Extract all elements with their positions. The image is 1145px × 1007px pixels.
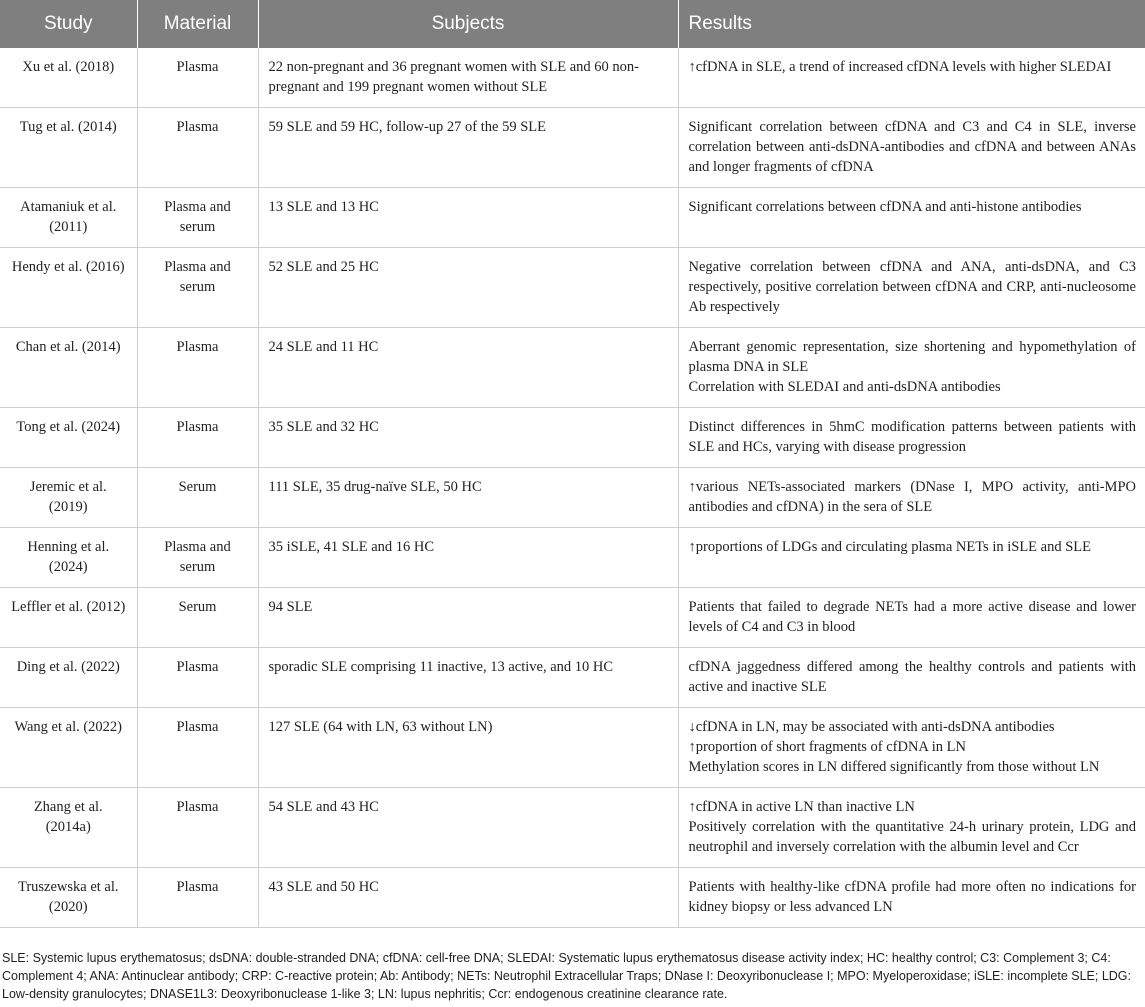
cell-subjects: 127 SLE (64 with LN, 63 without LN) bbox=[258, 708, 678, 788]
cell-results bbox=[678, 588, 1145, 648]
cell-subjects: 22 non-pregnant and 36 pregnant women with SLE and 60 non-pregnant and 199 pregnant women without SLE bbox=[258, 48, 678, 108]
cell-results bbox=[678, 708, 1145, 788]
table-row bbox=[0, 868, 1145, 928]
cell-subjects: 35 iSLE, 41 SLE and 16 HC bbox=[258, 528, 678, 588]
result-line: Patients with healthy-like cfDNA profile had more often no indications for kidney biopsy or less advanced LN bbox=[688, 879, 1136, 915]
cell-results bbox=[678, 648, 1145, 708]
result-line: Significant correlations between cfDNA and anti-histone antibodies bbox=[688, 199, 1082, 215]
cell-material: Plasma bbox=[137, 408, 258, 468]
result-line: Distinct differences in 5hmC modification patterns between patients with SLE and HCs, varying with disease progression bbox=[688, 419, 1136, 455]
cell-subjects: 52 SLE and 25 HC bbox=[258, 248, 678, 328]
cell-material: Plasma bbox=[137, 328, 258, 408]
cell-subjects: 94 SLE bbox=[258, 588, 678, 648]
cell-material: Plasma bbox=[137, 108, 258, 188]
result-line: ↑cfDNA in active LN than inactive LN bbox=[688, 799, 915, 815]
cell-study: Hendy et al. (2016) bbox=[0, 248, 137, 328]
cell-results bbox=[678, 108, 1145, 188]
table-header-row bbox=[0, 0, 1145, 48]
cell-material: Plasma bbox=[137, 788, 258, 868]
result-line: Aberrant genomic representation, size shortening and hypomethylation of plasma DNA in SLE bbox=[688, 339, 1136, 375]
cell-results bbox=[678, 788, 1145, 868]
table-row bbox=[0, 648, 1145, 708]
header-material: Material bbox=[137, 0, 258, 48]
result-line: ↑proportion of short fragments of cfDNA in LN bbox=[688, 739, 966, 755]
header-study: Study bbox=[0, 0, 137, 48]
cell-material: Plasma bbox=[137, 868, 258, 928]
table-row bbox=[0, 248, 1145, 328]
cell-study: Tong et al. (2024) bbox=[0, 408, 137, 468]
cell-study: Henning et al. (2024) bbox=[0, 528, 137, 588]
cell-material: Plasma bbox=[137, 648, 258, 708]
cell-results bbox=[678, 468, 1145, 528]
table-row bbox=[0, 108, 1145, 188]
cell-study: Xu et al. (2018) bbox=[0, 48, 137, 108]
result-line: ↑proportions of LDGs and circulating plasma NETs in iSLE and SLE bbox=[688, 539, 1092, 555]
cell-results bbox=[678, 868, 1145, 928]
cell-results bbox=[678, 48, 1145, 108]
table-row bbox=[0, 48, 1145, 108]
result-line: Positively correlation with the quantitative 24-h urinary protein, LDG and neutrophil and inversely correlation with the albumin level and Ccr bbox=[688, 819, 1136, 855]
cell-results bbox=[678, 188, 1145, 248]
result-line: ↑cfDNA in SLE, a trend of increased cfDNA levels with higher SLEDAI bbox=[688, 59, 1112, 75]
result-line: ↓cfDNA in LN, may be associated with anti-dsDNA antibodies bbox=[688, 719, 1055, 735]
cell-subjects: 59 SLE and 59 HC, follow-up 27 of the 59 SLE bbox=[258, 108, 678, 188]
result-line: ↑various NETs-associated markers (DNase I, MPO activity, anti-MPO antibodies and cfDNA) in the sera of SLE bbox=[688, 479, 1136, 515]
cell-material: Plasma bbox=[137, 708, 258, 788]
table-row bbox=[0, 788, 1145, 868]
cell-subjects: 13 SLE and 13 HC bbox=[258, 188, 678, 248]
cell-material: Plasma bbox=[137, 48, 258, 108]
table-row bbox=[0, 468, 1145, 528]
result-line: Significant correlation between cfDNA and C3 and C4 in SLE, inverse correlation between anti-dsDNA-antibodies and cfDNA and between ANAs and longer fragments of cfDNA bbox=[688, 119, 1136, 175]
cell-study: Atamaniuk et al. (2011) bbox=[0, 188, 137, 248]
table-row bbox=[0, 708, 1145, 788]
cell-material: Plasma and serum bbox=[137, 528, 258, 588]
cell-material: Serum bbox=[137, 588, 258, 648]
cell-study: Wang et al. (2022) bbox=[0, 708, 137, 788]
header-subjects: Subjects bbox=[258, 0, 678, 48]
result-line: Methylation scores in LN differed significantly from those without LN bbox=[688, 759, 1100, 775]
cell-subjects: sporadic SLE comprising 11 inactive, 13 active, and 10 HC bbox=[258, 648, 678, 708]
cell-results bbox=[678, 328, 1145, 408]
cell-results bbox=[678, 248, 1145, 328]
cell-subjects: 24 SLE and 11 HC bbox=[258, 328, 678, 408]
cell-results bbox=[678, 528, 1145, 588]
result-line: Correlation with SLEDAI and anti-dsDNA antibodies bbox=[688, 379, 1001, 395]
table-row bbox=[0, 328, 1145, 408]
cell-subjects: 54 SLE and 43 HC bbox=[258, 788, 678, 868]
cell-subjects: 111 SLE, 35 drug-naïve SLE, 50 HC bbox=[258, 468, 678, 528]
cell-study: Jeremic et al. (2019) bbox=[0, 468, 137, 528]
table-footnote: SLE: Systemic lupus erythematosus; dsDNA: double-stranded DNA; cfDNA: cell-free DNA; SLEDAI: Systematic lupus erythematosus disease activity index; HC: healthy control; C3: Complement 3; C4: Complement 4; ANA: Antinuclear antibody; CRP: C-reactive protein; Ab: Antibody; NETs: Neutrophil Extracellular Traps; DNase I: Deoxyribonuclease I; MPO: Myeloperoxidase; iSLE: incomplete SLE; LDG: Low-density granulocytes; DNASE1L3: Deoxyribonuclease 1-like 3; LN: lupus nephritis; Ccr: endogenous creatinine clearance rate. bbox=[2, 951, 1131, 1001]
result-line: cfDNA jaggedness differed among the healthy controls and patients with active and inactive SLE bbox=[688, 659, 1136, 695]
cell-material: Plasma and serum bbox=[137, 248, 258, 328]
header-results: Results bbox=[678, 0, 1145, 48]
cell-study: Zhang et al. (2014a) bbox=[0, 788, 137, 868]
result-line: Patients that failed to degrade NETs had a more active disease and lower levels of C4 and C3 in blood bbox=[688, 599, 1136, 635]
table-row bbox=[0, 588, 1145, 648]
table-row bbox=[0, 188, 1145, 248]
cell-subjects: 43 SLE and 50 HC bbox=[258, 868, 678, 928]
table-body bbox=[0, 48, 1145, 928]
table-row bbox=[0, 408, 1145, 468]
cell-results bbox=[678, 408, 1145, 468]
cell-subjects: 35 SLE and 32 HC bbox=[258, 408, 678, 468]
cell-study: Leffler et al. (2012) bbox=[0, 588, 137, 648]
cell-study: Truszewska et al. (2020) bbox=[0, 868, 137, 928]
cell-study: Tug et al. (2014) bbox=[0, 108, 137, 188]
cell-material: Serum bbox=[137, 468, 258, 528]
cell-material: Plasma and serum bbox=[137, 188, 258, 248]
cell-study: Ding et al. (2022) bbox=[0, 648, 137, 708]
result-line: Negative correlation between cfDNA and ANA, anti-dsDNA, and C3 respectively, positive correlation between cfDNA and CRP, anti-nucleosome Ab respectively bbox=[688, 259, 1136, 315]
cell-study: Chan et al. (2014) bbox=[0, 328, 137, 408]
table-row bbox=[0, 528, 1145, 588]
